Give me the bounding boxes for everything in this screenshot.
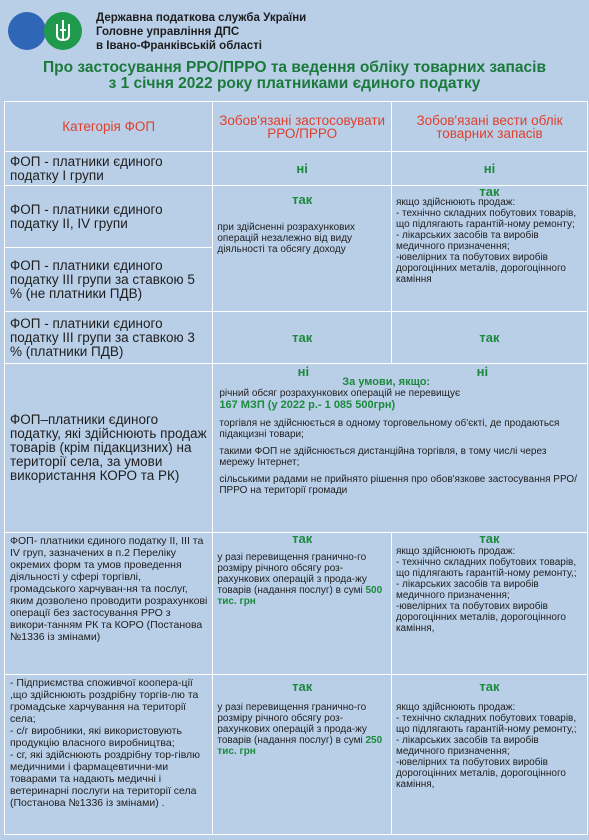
- rro-cell: [213, 675, 392, 835]
- page-header: [0, 0, 589, 58]
- condition-1: річний обсяг розрахункових операцій не перевищує: [219, 388, 461, 399]
- trident-emblem-icon: [44, 12, 82, 50]
- stock-value: так: [479, 679, 500, 694]
- column-header-stock: Зобов'язані вести облік товарних запасів: [391, 102, 587, 152]
- table-row: [5, 533, 588, 675]
- rro-cell: [213, 186, 392, 312]
- table-row: [5, 186, 588, 248]
- column-header-rro: Зобов'язані застосовувати РРО/ПРРО: [213, 102, 392, 152]
- stock-value: ні: [483, 161, 496, 176]
- rro-amount: 250 тис. грн: [217, 735, 383, 757]
- table-header-row: [5, 102, 588, 152]
- rro-value: так: [292, 192, 313, 207]
- rro-note: у разі перевищення гранично-го розміру річного обсягу роз-рахункових операцій з прода-жу товарів (надання послуг) в сумі: [217, 702, 367, 746]
- stock-note: якщо здійснюють продаж: - технічно складних побутових товарів, що підлягають гарантій-ному ремонту,; - лікарських засобів та виробів медичного призначення; -ювелірних та побутових виробів дорогоцінних металів, дорогоцінного каміння,: [395, 546, 577, 634]
- stock-cell: [391, 186, 587, 312]
- conditions-title: За умови, якщо:: [342, 376, 431, 388]
- row-category: ФОП–платники єдиного податку, які здійснюють продаж товарів (крім підакцизних) на території села, за умови використання КОРО та РК): [5, 364, 213, 533]
- rro-value: так: [292, 679, 313, 694]
- row-category: ФОП - платники єдиного податку І групи: [5, 152, 213, 186]
- stock-note: якщо здійснюють продаж: - технічно складних побутових товарів, що підлягають гарантій-ному ремонту; - лікарських засобів та виробів медичного призначення; -ювелірних та побутових виробів дорогоцінних металів, дорогоцінного каміння: [395, 197, 577, 285]
- table-row: [5, 675, 588, 835]
- rro-note: при здійсненні розрахункових операцій незалежно від виду діяльності та обсягу доходу: [217, 222, 356, 255]
- rro-value: так: [292, 330, 313, 345]
- rro-value: так: [292, 531, 313, 546]
- stock-cell: [391, 675, 587, 835]
- row-category: ФОП - платники єдиного податку ІІ, ІV групи: [5, 186, 213, 248]
- condition-4: сільськими радами не прийнято рішення про обов'язкове застосування РРО/ПРРО на території громади: [219, 474, 577, 496]
- condition-2: торгівля не здійснюється в одному торговельному об'єкті, де продаються підакцизні товари;: [219, 418, 560, 440]
- table-row: [5, 312, 588, 364]
- table-row: [5, 152, 588, 186]
- condition-1-amount: 167 МЗП (у 2022 р.- 1 085 500грн): [219, 399, 396, 411]
- row-category: ФОП- платники єдиного податку ІІ, ІІІ та ІV груп, зазначених в п.2 Переліку окремих форм та умов проведення діяльності у сфері торгівлі, громадського харчуван-ня та послуг, яким дозволено проводити розрахункові операції без застосування РРО з викори-танням РК та КОРО (Постанова №1336 із змінами): [5, 533, 213, 675]
- stock-value: так: [479, 330, 500, 345]
- tax-service-logo: [8, 12, 46, 50]
- row-category: - Підприємства споживчої коопера-ції ,що здійснюють роздрібну торгів-лю та громадське харчування на території села; - с/г виробники, які використовують продукцію власного виробництва; - сг, які здійснюють роздрібну тор-гівлю медичними і фармацевтични-ми товарами та надають медичні і ветеринарні послуги на території села (Постанова №1336 із змінами) .: [5, 675, 213, 835]
- row-category: ФОП - платники єдиного податку ІІІ групи за ставкою 3 % (платники ПДВ): [5, 312, 213, 364]
- conditions-cell: [213, 364, 588, 533]
- rro-value: ні: [297, 364, 310, 379]
- stock-value: так: [479, 531, 500, 546]
- stock-value: ні: [476, 364, 489, 379]
- rro-value: ні: [296, 161, 308, 176]
- organization-name: Державна податкова служба України Головне управління ДПС в Івано-Франківській області: [96, 12, 307, 52]
- table-row: [5, 364, 588, 533]
- obligations-table: [4, 101, 588, 835]
- rro-cell: [213, 533, 392, 675]
- page-title: Про застосування РРО/ПРРО та ведення обліку товарних запасів з 1 січня 2022 року платниками єдиного податку: [43, 59, 546, 92]
- column-header-category: Категорія ФОП: [5, 102, 213, 152]
- rro-note: у разі перевищення гранично-го розміру річного обсягу роз-рахункових операцій з прода-жу товарів (надання послуг) в сумі: [217, 552, 367, 596]
- condition-3: такими ФОП не здійснюється дистанційна торгівля, в тому числі через мережу Інтернет;: [219, 446, 547, 468]
- stock-cell: [391, 533, 587, 675]
- row-category: ФОП - платники єдиного податку ІІІ групи за ставкою 5 % (не платники ПДВ): [5, 248, 213, 312]
- stock-note: якщо здійснюють продаж: - технічно складних побутових товарів, що підлягають гарантій-ному ремонту,; - лікарських засобів та виробів медичного призначення; -ювелірних та побутових виробів дорогоцінних металів, дорогоцінного каміння,: [395, 702, 577, 790]
- rro-amount: 500 тис. грн: [217, 585, 383, 607]
- stock-value: так: [479, 184, 500, 199]
